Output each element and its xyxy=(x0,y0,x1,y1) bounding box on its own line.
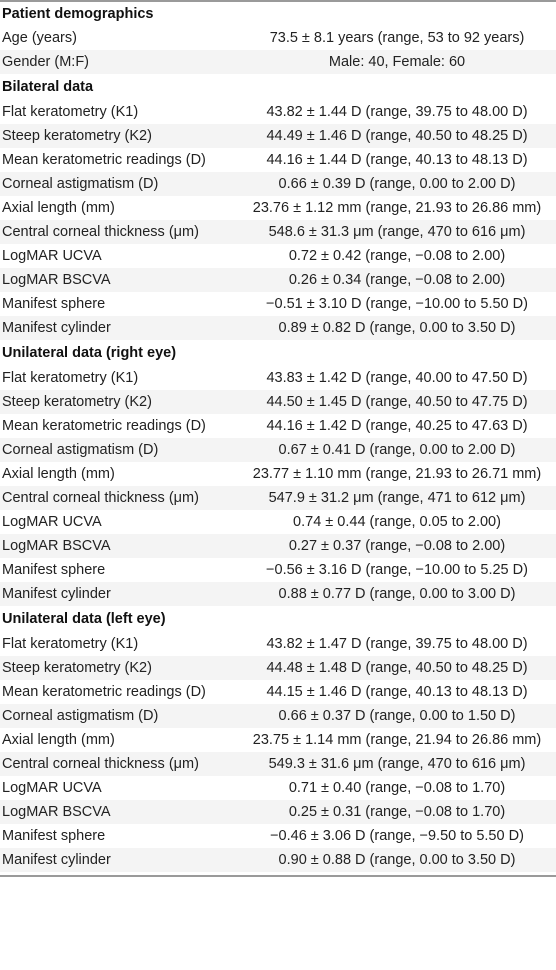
row-label: Manifest sphere xyxy=(2,562,106,578)
row-value: 0.74 ± 0.44 (range, 0.05 to 2.00) xyxy=(293,514,501,530)
row-value: −0.56 ± 3.16 D (range, −10.00 to 5.25 D) xyxy=(266,562,528,578)
table-row xyxy=(0,680,556,704)
row-value: 549.3 ± 31.6 μm (range, 470 to 616 μm) xyxy=(268,756,526,772)
table-row xyxy=(0,486,556,510)
section-header-demographics xyxy=(0,2,556,26)
row-label: LogMAR BSCVA xyxy=(2,538,111,554)
row-label: Steep keratometry (K2) xyxy=(2,660,152,676)
row-label: Flat keratometry (K1) xyxy=(2,104,139,120)
row-label: Manifest sphere xyxy=(2,828,106,844)
table-row xyxy=(0,752,556,776)
table-row xyxy=(0,824,556,848)
row-label: Axial length (mm) xyxy=(2,732,115,748)
row-value: −0.51 ± 3.10 D (range, −10.00 to 5.50 D) xyxy=(266,296,528,312)
table-row xyxy=(0,244,556,268)
table-row xyxy=(0,316,556,340)
table-row xyxy=(0,656,556,680)
row-value: 43.83 ± 1.42 D (range, 40.00 to 47.50 D) xyxy=(266,370,528,386)
row-value: 0.66 ± 0.37 D (range, 0.00 to 1.50 D) xyxy=(278,708,516,724)
section-header-left-eye xyxy=(0,606,556,632)
row-value: 0.89 ± 0.82 D (range, 0.00 to 3.50 D) xyxy=(278,320,516,336)
row-label: LogMAR UCVA xyxy=(2,248,102,264)
table-row xyxy=(0,776,556,800)
table-row xyxy=(0,220,556,244)
row-value: 0.66 ± 0.39 D (range, 0.00 to 2.00 D) xyxy=(278,176,516,192)
table-row xyxy=(0,800,556,824)
row-value: 73.5 ± 8.1 years (range, 53 to 92 years) xyxy=(269,30,525,46)
table-row xyxy=(0,100,556,124)
section-title: Unilateral data (left eye) xyxy=(2,611,166,627)
row-label: Central corneal thickness (μm) xyxy=(2,756,199,772)
row-value: 0.26 ± 0.34 (range, −0.08 to 2.00) xyxy=(288,272,506,288)
row-value: 0.27 ± 0.37 (range, −0.08 to 2.00) xyxy=(288,538,506,554)
table-bottom-rule xyxy=(0,875,556,877)
row-value: 547.9 ± 31.2 μm (range, 471 to 612 μm) xyxy=(268,490,526,506)
row-value: 0.71 ± 0.40 (range, −0.08 to 1.70) xyxy=(288,780,506,796)
table-row xyxy=(0,196,556,220)
row-label: LogMAR UCVA xyxy=(2,514,102,530)
row-label: Flat keratometry (K1) xyxy=(2,636,139,652)
row-label: Gender (M:F) xyxy=(2,54,90,70)
table-row xyxy=(0,366,556,390)
row-label: Manifest cylinder xyxy=(2,586,111,602)
row-value: 23.77 ± 1.10 mm (range, 21.93 to 26.71 mm) xyxy=(252,466,542,482)
row-label: Corneal astigmatism (D) xyxy=(2,708,159,724)
table-row xyxy=(0,50,556,74)
row-value: 23.75 ± 1.14 mm (range, 21.94 to 26.86 mm) xyxy=(252,732,542,748)
row-label: Age (years) xyxy=(2,30,77,46)
section-title: Unilateral data (right eye) xyxy=(2,345,177,361)
table-row xyxy=(0,582,556,606)
row-label: Mean keratometric readings (D) xyxy=(2,152,206,168)
table-row xyxy=(0,172,556,196)
table-row xyxy=(0,728,556,752)
row-value: 0.67 ± 0.41 D (range, 0.00 to 2.00 D) xyxy=(278,442,516,458)
row-label: Corneal astigmatism (D) xyxy=(2,176,159,192)
row-label: Steep keratometry (K2) xyxy=(2,128,152,144)
table-row xyxy=(0,510,556,534)
row-value: 44.16 ± 1.44 D (range, 40.13 to 48.13 D) xyxy=(266,152,528,168)
section-title: Patient demographics xyxy=(2,6,154,22)
table-row xyxy=(0,462,556,486)
row-label: Corneal astigmatism (D) xyxy=(2,442,159,458)
row-label: Manifest sphere xyxy=(2,296,106,312)
table-row xyxy=(0,124,556,148)
row-value: 548.6 ± 31.3 μm (range, 470 to 616 μm) xyxy=(268,224,526,240)
row-value: 0.88 ± 0.77 D (range, 0.00 to 3.00 D) xyxy=(278,586,516,602)
table-row xyxy=(0,292,556,316)
table-row xyxy=(0,26,556,50)
row-label: Mean keratometric readings (D) xyxy=(2,684,206,700)
row-label: LogMAR UCVA xyxy=(2,780,102,796)
row-value: 43.82 ± 1.47 D (range, 39.75 to 48.00 D) xyxy=(266,636,528,652)
row-label: Manifest cylinder xyxy=(2,852,111,868)
row-label: Flat keratometry (K1) xyxy=(2,370,139,386)
row-value: 23.76 ± 1.12 mm (range, 21.93 to 26.86 mm) xyxy=(252,200,542,216)
table-row xyxy=(0,632,556,656)
table-row xyxy=(0,148,556,172)
row-value: 44.50 ± 1.45 D (range, 40.50 to 47.75 D) xyxy=(266,394,528,410)
row-label: Central corneal thickness (μm) xyxy=(2,490,199,506)
table-row xyxy=(0,438,556,462)
row-value: −0.46 ± 3.06 D (range, −9.50 to 5.50 D) xyxy=(270,828,524,844)
row-value: 44.49 ± 1.46 D (range, 40.50 to 48.25 D) xyxy=(266,128,528,144)
row-label: Manifest cylinder xyxy=(2,320,111,336)
row-value: 44.48 ± 1.48 D (range, 40.50 to 48.25 D) xyxy=(266,660,528,676)
row-value: Male: 40, Female: 60 xyxy=(328,54,466,70)
row-label: Mean keratometric readings (D) xyxy=(2,418,206,434)
row-value: 0.90 ± 0.88 D (range, 0.00 to 3.50 D) xyxy=(278,852,516,868)
table-row xyxy=(0,534,556,558)
row-value: 44.15 ± 1.46 D (range, 40.13 to 48.13 D) xyxy=(266,684,528,700)
section-title: Bilateral data xyxy=(2,79,94,95)
row-value: 0.72 ± 0.42 (range, −0.08 to 2.00) xyxy=(288,248,506,264)
row-label: Axial length (mm) xyxy=(2,466,115,482)
table-row xyxy=(0,704,556,728)
row-label: Central corneal thickness (μm) xyxy=(2,224,199,240)
row-value: 44.16 ± 1.42 D (range, 40.25 to 47.63 D) xyxy=(266,418,528,434)
section-header-right-eye xyxy=(0,340,556,366)
section-header-bilateral xyxy=(0,74,556,100)
row-value: 43.82 ± 1.44 D (range, 39.75 to 48.00 D) xyxy=(266,104,528,120)
row-label: LogMAR BSCVA xyxy=(2,272,111,288)
table-row xyxy=(0,390,556,414)
row-value: 0.25 ± 0.31 (range, −0.08 to 1.70) xyxy=(288,804,506,820)
table-row xyxy=(0,414,556,438)
row-label: Steep keratometry (K2) xyxy=(2,394,152,410)
table-row xyxy=(0,848,556,872)
row-label: LogMAR BSCVA xyxy=(2,804,111,820)
row-label: Axial length (mm) xyxy=(2,200,115,216)
table-row xyxy=(0,558,556,582)
table-row xyxy=(0,268,556,292)
